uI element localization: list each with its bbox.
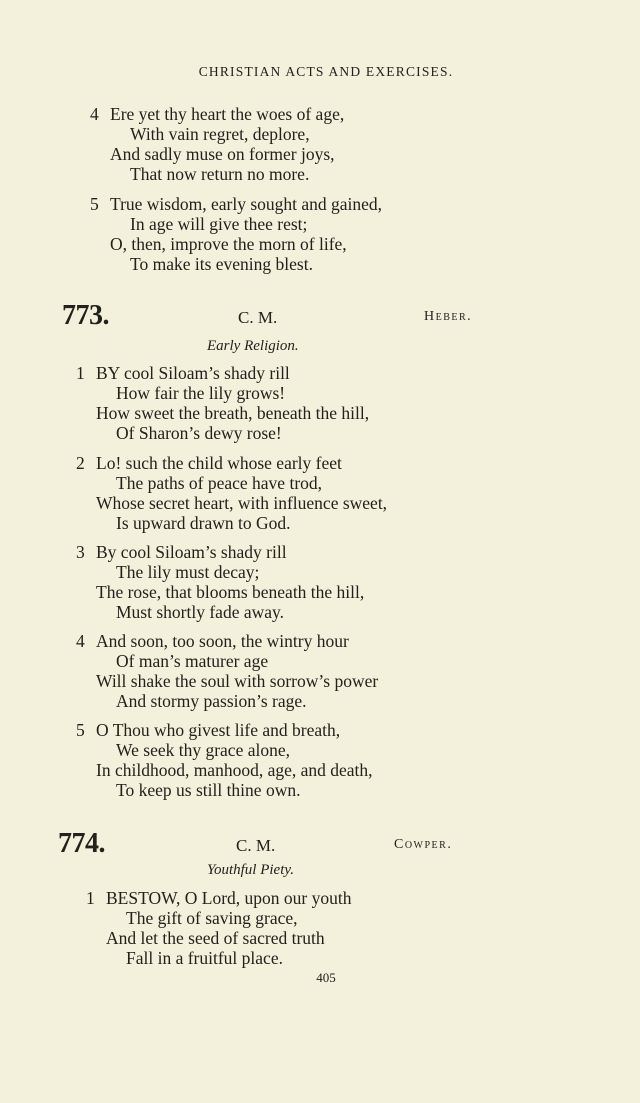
hymn-number: 773. (62, 300, 109, 331)
stanza-773-5: 5 O Thou who givest life and breath, We seek thy grace alone, In childhood, manhood, age, and death, To keep us still thine own. (76, 720, 373, 800)
hymn-meter: C. M. (238, 308, 278, 327)
stanza-number: 5 (76, 720, 85, 740)
hymn-title: Early Religion. (207, 338, 299, 354)
page-number: 405 (316, 970, 336, 985)
stanza-number: 4 (90, 104, 99, 124)
hymn-number: 774. (58, 828, 105, 859)
stanza-prev-4 (90, 104, 344, 184)
stanza-774-1: 1 BESTOW, O Lord, upon our youth The gift of saving grace, And let the seed of sacred truth Fall in a fruitful place. (86, 888, 352, 968)
stanza-773-3: 3 By cool Siloam’s shady rill The lily must decay; The rose, that blooms beneath the hill, Must shortly fade away. (76, 542, 365, 622)
stanza-line: To make its evening blest. (130, 254, 313, 274)
stanza-number: 3 (76, 542, 85, 562)
stanza-number: 5 (90, 194, 99, 214)
hymn-meter: C. M. (236, 836, 276, 855)
stanza-number: 2 (76, 453, 85, 473)
stanza-number: 1 (76, 363, 85, 383)
hymn-774-header (0, 828, 640, 860)
hymn-title: Youthful Piety. (207, 862, 294, 878)
hymn-author: Cowper. (394, 837, 453, 852)
stanza-number: 4 (76, 631, 85, 651)
stanza-prev-5 (90, 194, 382, 274)
stanza-line: 5 True wisdom, early sought and gained, (90, 194, 383, 214)
running-head: CHRISTIAN ACTS AND EXERCISES. (198, 64, 454, 79)
stanza-line: 4 Ere yet thy heart the woes of age, (90, 104, 345, 124)
stanza-line: In age will give thee rest; (130, 214, 308, 234)
stanza-line: That now return no more. (130, 164, 310, 184)
hymn-773-header (0, 300, 640, 332)
stanza-773-2: 2 Lo! such the child whose early feet The paths of peace have trod, Whose secret heart, with influence sweet, Is upward drawn to God. (76, 453, 388, 533)
stanza-773-1: 1 BY cool Siloam’s shady rill How fair the lily grows! How sweet the breath, beneath the hill, Of Sharon’s dewy rose! (76, 363, 370, 443)
hymn-author: Heber. (424, 309, 473, 324)
stanza-line: And sadly muse on former joys, (110, 144, 335, 164)
stanza-773-4: 4 And soon, too soon, the wintry hour Of man’s maturer age Will shake the soul with sorrow’s power And stormy passion’s rage. (76, 631, 379, 711)
stanza-line: With vain regret, deplore, (130, 124, 310, 144)
stanza-line: O, then, improve the morn of life, (110, 234, 347, 254)
stanza-number: 1 (86, 888, 95, 908)
